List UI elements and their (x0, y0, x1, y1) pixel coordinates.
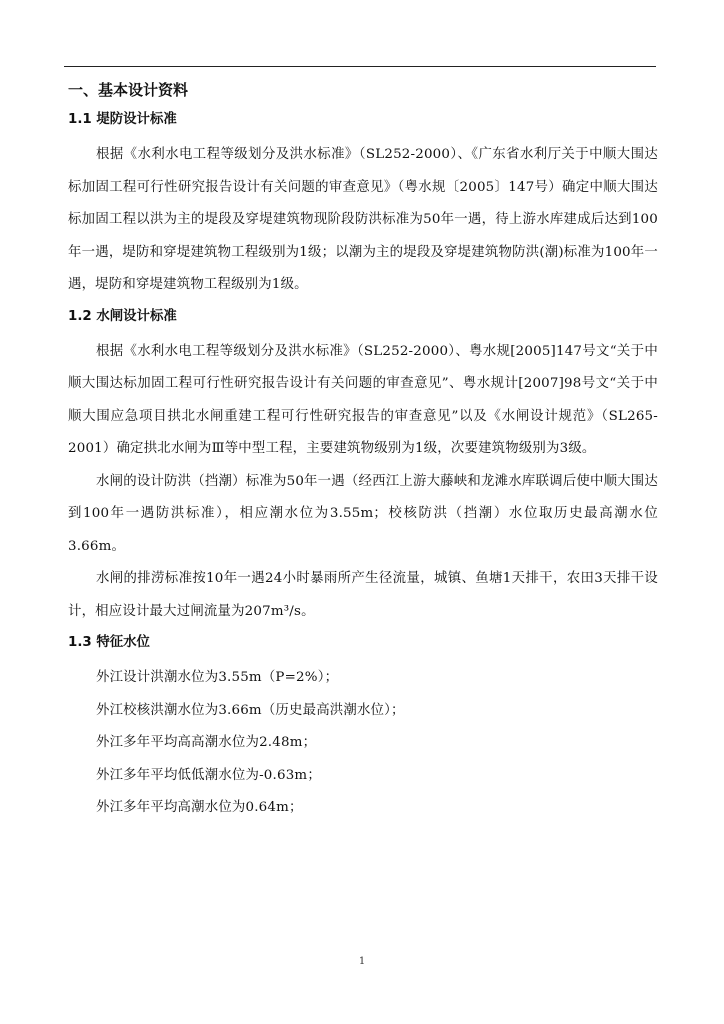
paragraph-drainage-standard: 水闸的排涝标准按10年一遇24小时暴雨所产生径流量，城镇、鱼塘1天排干，农田3天排干设计，相应设计最大过闸流量为207m³/s。 (68, 571, 658, 619)
section-heading: 一、基本设计资料 (68, 81, 189, 99)
water-level-item: 外江多年平均高高潮水位为2.48m； (96, 735, 317, 750)
subsection-heading-1-3: 1.3 特征水位 (68, 635, 150, 650)
water-level-item: 外江校核洪潮水位为3.66m（历史最高洪潮水位）； (96, 702, 405, 718)
subsection-heading-1-1: 1.1 堤防设计标准 (68, 112, 177, 127)
paragraph-flood-tide-standard: 水闸的设计防洪（挡潮）标准为50年一遇（经西江上游大藤峡和龙滩水库联调后使中顺大围达到100年一遇防洪标准），相应潮水位为3.55m；校核防洪（挡潮）水位取历史最高潮水位3.66m。 (68, 473, 658, 554)
header-rule (64, 66, 656, 67)
paragraph-levee-standard: 根据《水利水电工程等级划分及洪水标准》（SL252-2000）、《广东省水利厅关于中顺大围达标加固工程可行性研究报告设计有关问题的审查意见》（粤水规〔2005〕147号）确定中顺大围达标加固工程以洪为主的堤段及穿堤建筑物现阶段防洪标准为50年一遇，待上游水库建成后达到100年一遇，堤防和穿堤建筑物工程级别为1级；以潮为主的堤段及穿堤建筑物防洪(潮)标准为100年一遇，堤防和穿堤建筑物工程级别为1级。 (68, 147, 658, 292)
document-body (68, 76, 658, 825)
paragraph-sluice-standard: 根据《水利水电工程等级划分及洪水标准》（SL252-2000）、粤水规[2005]147号文“关于中顺大围达标加固工程可行性研究报告设计有关问题的审查意见”、粤水规计[2007]98号文“关于中顺大围应急项目拱北水闸重建工程可行性研究报告的审查意见”以及《水闸设计规范》（SL265-2001）确定拱北水闸为Ⅲ等中型工程，主要建筑物级别为1级，次要建筑物级别为3级。 (68, 343, 658, 456)
page-number: 1 (358, 956, 366, 967)
water-level-item: 外江多年平均高潮水位为0.64m； (96, 800, 303, 815)
subsection-heading-1-2: 1.2 水闸设计标准 (68, 308, 177, 324)
water-level-item: 外江设计洪潮水位为3.55m（P=2%）； (96, 670, 339, 685)
water-level-item: 外江多年平均低低潮水位为-0.63m； (96, 767, 321, 783)
